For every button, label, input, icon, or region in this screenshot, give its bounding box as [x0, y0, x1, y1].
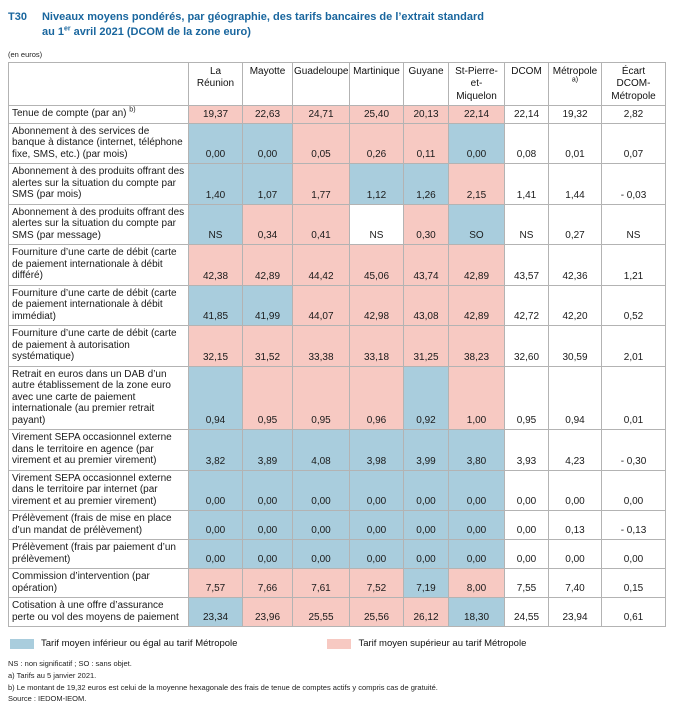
row-label: Virement SEPA occasionnel externe dans le territoire en agence (par virement et au premier virement) — [9, 430, 189, 471]
column-header: Martinique — [350, 62, 404, 106]
table-row — [9, 285, 666, 326]
row-label: Tenue de compte (par an) $^{b)}$ — [9, 106, 189, 124]
footnote-source: Source : IEDOM-IEOM. — [8, 694, 87, 704]
value-cell: 42,98 — [350, 285, 404, 326]
row-label: Fourniture d’une carte de débit (carte de paiement à autorisation systématique) — [9, 326, 189, 367]
value-cell: 1,44 — [549, 164, 602, 205]
value-cell: 0,00 — [350, 511, 404, 540]
value-cell: 0,00 — [243, 540, 293, 569]
value-cell: 0,00 — [404, 470, 449, 511]
table-row — [9, 245, 666, 286]
value-cell: 0,52 — [602, 285, 666, 326]
value-cell: 1,41 — [505, 164, 549, 205]
corner-cell — [9, 62, 189, 106]
value-cell: 4,23 — [549, 430, 602, 471]
value-cell: NS — [189, 204, 243, 245]
column-header: Mayotte — [243, 62, 293, 106]
value-cell: 1,07 — [243, 164, 293, 205]
value-cell: 42,89 — [449, 245, 505, 286]
value-cell: 45,06 — [350, 245, 404, 286]
value-cell: 32,60 — [505, 326, 549, 367]
table-body — [9, 106, 666, 627]
value-cell: 20,13 — [404, 106, 449, 124]
value-cell: - 0,30 — [602, 430, 666, 471]
row-label: Commission d’intervention (par opération) — [9, 569, 189, 598]
table-row — [9, 164, 666, 205]
value-cell: 8,00 — [449, 569, 505, 598]
value-cell: 0,00 — [243, 511, 293, 540]
value-cell: 0,00 — [293, 511, 350, 540]
value-cell: 0,96 — [350, 366, 404, 430]
value-cell: 0,26 — [350, 123, 404, 164]
value-cell: 0,00 — [404, 540, 449, 569]
table-row — [9, 470, 666, 511]
value-cell: 1,40 — [189, 164, 243, 205]
row-label: Virement SEPA occasionnel externe dans le territoire par internet (par virement et au premier virement) — [9, 470, 189, 511]
value-cell: 41,99 — [243, 285, 293, 326]
value-cell: 22,14 — [449, 106, 505, 124]
value-cell: 42,36 — [549, 245, 602, 286]
table-row — [9, 123, 666, 164]
value-cell: 0,00 — [293, 540, 350, 569]
value-cell: 33,38 — [293, 326, 350, 367]
value-cell: NS — [350, 204, 404, 245]
footnote-b: b) Le montant de 19,32 euros est celui de la moyenne hexagonale des frais de tenue de comptes actifs y compris cas de gratuité. — [8, 682, 438, 692]
table-row — [9, 430, 666, 471]
legend-label-above: Tarif moyen supérieur au tarif Métropole — [358, 638, 527, 650]
value-cell: 42,89 — [449, 285, 505, 326]
title-line1: Niveaux moyens pondérés, par géographie, des tarifs bancaires de l’extrait standard — [41, 11, 484, 23]
page-title — [8, 10, 679, 41]
unit-note: (en euros) — [8, 49, 43, 59]
value-cell: 7,66 — [243, 569, 293, 598]
value-cell: 7,19 — [404, 569, 449, 598]
value-cell: 0,34 — [243, 204, 293, 245]
value-cell: 0,00 — [189, 470, 243, 511]
value-cell: 0,00 — [549, 540, 602, 569]
value-cell: 42,20 — [549, 285, 602, 326]
value-cell: 0,00 — [189, 540, 243, 569]
table-row — [9, 106, 666, 124]
value-cell: 33,18 — [350, 326, 404, 367]
table-header-row — [9, 62, 666, 106]
value-cell: 26,12 — [404, 598, 449, 627]
value-cell: 0,00 — [505, 470, 549, 511]
value-cell: 0,95 — [293, 366, 350, 430]
value-cell: 42,89 — [243, 245, 293, 286]
legend-label-below: Tarif moyen inférieur ou égal au tarif Métropole — [41, 638, 238, 650]
row-label: Prélèvement (frais par paiement d’un prélèvement) — [9, 540, 189, 569]
value-cell: 7,61 — [293, 569, 350, 598]
title-line2-post: avril 2021 (DCOM de la zone euro) — [70, 26, 251, 39]
value-cell: 1,77 — [293, 164, 350, 205]
value-cell: 22,14 — [505, 106, 549, 124]
value-cell: 7,52 — [350, 569, 404, 598]
value-cell: 18,30 — [449, 598, 505, 627]
value-cell: 0,92 — [404, 366, 449, 430]
table-row — [9, 511, 666, 540]
value-cell: 44,07 — [293, 285, 350, 326]
value-cell: 43,57 — [505, 245, 549, 286]
row-label: Fourniture d’une carte de débit (carte de paiement internationale à débit immédiat) — [9, 285, 189, 326]
value-cell: 0,61 — [602, 598, 666, 627]
value-cell: 0,01 — [602, 366, 666, 430]
value-cell: 0,00 — [404, 511, 449, 540]
value-cell: 0,27 — [549, 204, 602, 245]
value-cell: 0,94 — [189, 366, 243, 430]
table-row — [9, 598, 666, 627]
column-header: Guyane — [404, 62, 449, 106]
value-cell: 3,89 — [243, 430, 293, 471]
column-header: Métropole $^{a)}$ — [549, 62, 602, 106]
table-title-text — [42, 10, 484, 41]
table-row — [9, 366, 666, 430]
value-cell: 0,95 — [505, 366, 549, 430]
value-cell: 1,00 — [449, 366, 505, 430]
table-row — [9, 540, 666, 569]
title-line2-pre: au 1 — [41, 26, 64, 39]
value-cell: 23,94 — [549, 598, 602, 627]
value-cell: 19,37 — [189, 106, 243, 124]
row-label: Cotisation à une offre d’assurance perte ou vol des moyens de paiement — [9, 598, 189, 627]
legend — [10, 638, 679, 649]
value-cell: 25,40 — [350, 106, 404, 124]
value-cell: 1,21 — [602, 245, 666, 286]
value-cell: 43,08 — [404, 285, 449, 326]
value-cell: 0,00 — [243, 470, 293, 511]
value-cell: 0,00 — [549, 470, 602, 511]
value-cell: 1,26 — [404, 164, 449, 205]
column-header: Écart DCOM- Métropole — [602, 62, 666, 106]
value-cell: 31,25 — [404, 326, 449, 367]
column-header: St-Pierre- et- Miquelon — [449, 62, 505, 106]
value-cell: 3,99 — [404, 430, 449, 471]
title-superscript: er — [63, 25, 71, 33]
legend-swatch-below-icon — [10, 639, 34, 649]
row-label: Retrait en euros dans un DAB d’un autre établissement de la zone euro avec une carte de paiement internationale (au premier retrait payant) — [9, 366, 189, 430]
value-cell: 0,00 — [449, 123, 505, 164]
value-cell: - 0,03 — [602, 164, 666, 205]
footnotes — [8, 658, 679, 705]
row-label: Abonnement à des produits offrant des alertes sur la situation du compte par SMS (par message) — [9, 204, 189, 245]
value-cell: 2,82 — [602, 106, 666, 124]
value-cell: 0,08 — [505, 123, 549, 164]
value-cell: NS — [602, 204, 666, 245]
value-cell: 0,00 — [293, 470, 350, 511]
value-cell: 0,11 — [404, 123, 449, 164]
value-cell: 0,95 — [243, 366, 293, 430]
value-cell: 0,00 — [602, 540, 666, 569]
value-cell: 23,96 — [243, 598, 293, 627]
column-header: La Réunion — [189, 62, 243, 106]
row-label: Fourniture d’une carte de débit (carte de paiement internationale à débit différé) — [9, 245, 189, 286]
value-cell: 0,13 — [549, 511, 602, 540]
value-cell: 0,00 — [189, 123, 243, 164]
value-cell: 3,80 — [449, 430, 505, 471]
value-cell: 2,01 — [602, 326, 666, 367]
value-cell: 0,00 — [505, 540, 549, 569]
value-cell: 24,55 — [505, 598, 549, 627]
legend-item-below — [10, 638, 237, 649]
value-cell: 3,82 — [189, 430, 243, 471]
value-cell: 0,00 — [449, 511, 505, 540]
value-cell: 0,41 — [293, 204, 350, 245]
value-cell: 0,00 — [189, 511, 243, 540]
value-cell: 22,63 — [243, 106, 293, 124]
value-cell: 2,15 — [449, 164, 505, 205]
value-cell: 0,00 — [449, 540, 505, 569]
value-cell: 32,15 — [189, 326, 243, 367]
legend-item-above — [327, 638, 526, 649]
value-cell: 0,30 — [404, 204, 449, 245]
value-cell: 7,55 — [505, 569, 549, 598]
row-label: Abonnement à des produits offrant des alertes sur la situation du compte par SMS (par mois) — [9, 164, 189, 205]
value-cell: 0,01 — [549, 123, 602, 164]
column-header: DCOM — [505, 62, 549, 106]
footnote-ns-so: NS : non significatif ; SO : sans objet. — [8, 659, 132, 669]
value-cell: 0,07 — [602, 123, 666, 164]
value-cell: 42,38 — [189, 245, 243, 286]
value-cell: 0,94 — [549, 366, 602, 430]
value-cell: 0,00 — [602, 470, 666, 511]
value-cell: 0,00 — [449, 470, 505, 511]
legend-swatch-above-icon — [327, 639, 351, 649]
value-cell: 3,98 — [350, 430, 404, 471]
value-cell: 0,00 — [350, 540, 404, 569]
value-cell: 41,85 — [189, 285, 243, 326]
value-cell: 19,32 — [549, 106, 602, 124]
value-cell: 3,93 — [505, 430, 549, 471]
table-row — [9, 326, 666, 367]
value-cell: 7,40 — [549, 569, 602, 598]
value-cell: 24,71 — [293, 106, 350, 124]
table-row — [9, 204, 666, 245]
table-row — [9, 569, 666, 598]
value-cell: 4,08 — [293, 430, 350, 471]
value-cell: 30,59 — [549, 326, 602, 367]
value-cell: 0,00 — [350, 470, 404, 511]
value-cell: 38,23 — [449, 326, 505, 367]
tariff-table — [8, 62, 666, 628]
value-cell: 43,74 — [404, 245, 449, 286]
value-cell: 0,00 — [505, 511, 549, 540]
value-cell: 1,12 — [350, 164, 404, 205]
value-cell: 25,55 — [293, 598, 350, 627]
value-cell: 0,00 — [243, 123, 293, 164]
value-cell: 44,42 — [293, 245, 350, 286]
row-label: Prélèvement (frais de mise en place d’un mandat de prélèvement) — [9, 511, 189, 540]
row-label: Abonnement à des services de banque à distance (internet, téléphone fixe, SMS, etc.) (par mois) — [9, 123, 189, 164]
value-cell: 7,57 — [189, 569, 243, 598]
value-cell: 0,15 — [602, 569, 666, 598]
value-cell: 23,34 — [189, 598, 243, 627]
value-cell: 0,05 — [293, 123, 350, 164]
value-cell: 31,52 — [243, 326, 293, 367]
value-cell: NS — [505, 204, 549, 245]
value-cell: - 0,13 — [602, 511, 666, 540]
value-cell: SO — [449, 204, 505, 245]
table-number: T30 — [8, 11, 27, 23]
footnote-a: a) Tarifs au 5 janvier 2021. — [8, 670, 97, 680]
value-cell: 25,56 — [350, 598, 404, 627]
value-cell: 42,72 — [505, 285, 549, 326]
column-header: Guadeloupe — [293, 62, 350, 106]
